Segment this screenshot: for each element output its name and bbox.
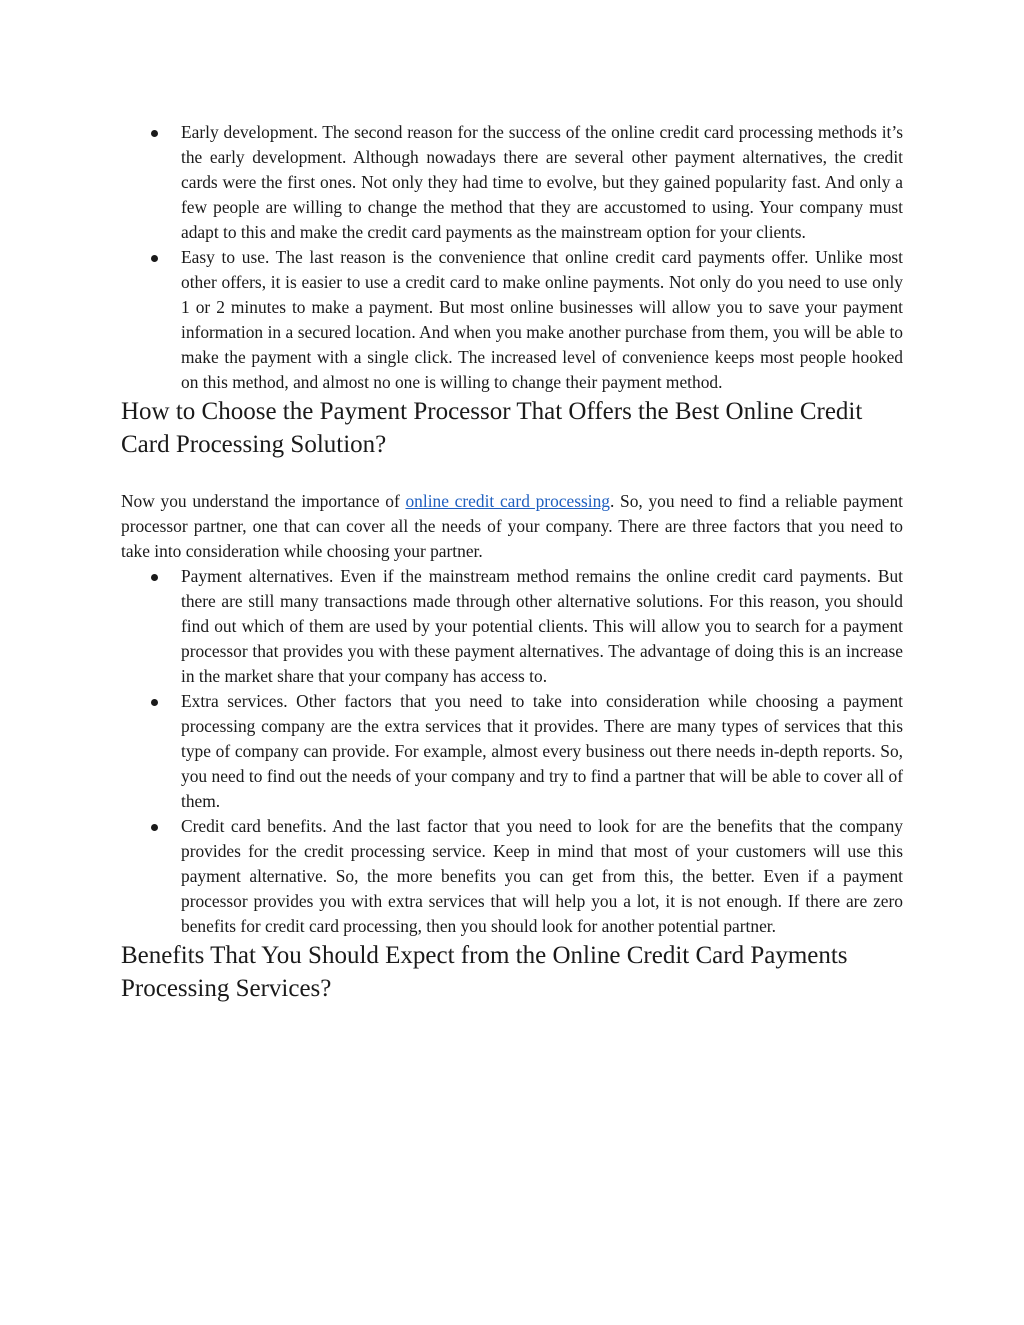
document-page: [121, 120, 903, 1005]
intro-paragraph: [121, 489, 903, 564]
list-item: [121, 245, 903, 395]
online-credit-card-processing-link[interactable]: online credit card processing: [405, 491, 610, 511]
list-item: [121, 689, 903, 814]
list-item-text: Early development. The second reason for the success of the online credit card processing methods it’s the early development. Although nowadays there are several other payment alternatives, the credit cards were the first ones. Not only they had time to evolve, but they gained popularity fast. And only a few people are willing to change the method that they are accustomed to using. Your company must adapt to this and make the credit card payments as the mainstream option for your clients.: [181, 122, 903, 242]
list-item-text: Easy to use. The last reason is the convenience that online credit card payments offer. Unlike most other offers, it is easier to use a credit card to make online payments. Not only do you need to use only 1 or 2 minutes to make a payment. But most online businesses will allow you to save your payment information in a secured location. And when you make another purchase from them, you will be able to make the payment with a single click. The increased level of convenience keeps most people hooked on this method, and almost no one is willing to change their payment method.: [181, 247, 903, 392]
bullet-icon: [151, 574, 158, 581]
section-heading-benefits: Benefits That You Should Expect from the Online Credit Card Payments Processing Services?: [121, 942, 848, 1002]
list-item: [121, 814, 903, 939]
bullet-icon: [151, 130, 158, 137]
list-item: [121, 120, 903, 245]
intro-text-before: Now you understand the importance of: [121, 491, 406, 511]
list-item: [121, 564, 903, 689]
section-heading-choose-processor: How to Choose the Payment Processor That Offers the Best Online Credit Card Processing Solution?: [121, 398, 863, 458]
list-item-text: Payment alternatives. Even if the mainstream method remains the online credit card payments. But there are still many transactions made through other alternative solutions. For this reason, you should find out which of them are used by your potential clients. This will allow you to search for a payment processor that provides you with these payment alternatives. The advantage of doing this is an increase in the market share that your company has access to.: [181, 566, 903, 686]
list-item-text: Extra services. Other factors that you need to take into consideration while choosing a payment processing company are the extra services that it provides. There are many types of services that this type of company can provide. For example, almost every business out there needs in-depth reports. So, you need to find out the needs of your company and try to find a partner that will be able to cover all of them.: [181, 691, 903, 811]
intro-text-after: . So, you need to find a reliable payment processor partner, one that can cover all the needs of your company. There are three factors that you need to take into consideration while choosing your partner.: [121, 491, 903, 561]
bullet-icon: [151, 255, 158, 262]
bullet-icon: [151, 824, 158, 831]
bullet-icon: [151, 699, 158, 706]
reasons-list: [121, 120, 903, 395]
factors-list: [121, 564, 903, 939]
list-item-text: Credit card benefits. And the last factor that you need to look for are the benefits that the company provides for the credit processing service. Keep in mind that most of your customers will use this payment alternative. So, the more benefits you can get from this, the better. Even if a payment processor provides you with extra services that will help you a lot, it is not enough. If there are zero benefits for credit card processing, then you should look for another potential partner.: [181, 816, 903, 936]
